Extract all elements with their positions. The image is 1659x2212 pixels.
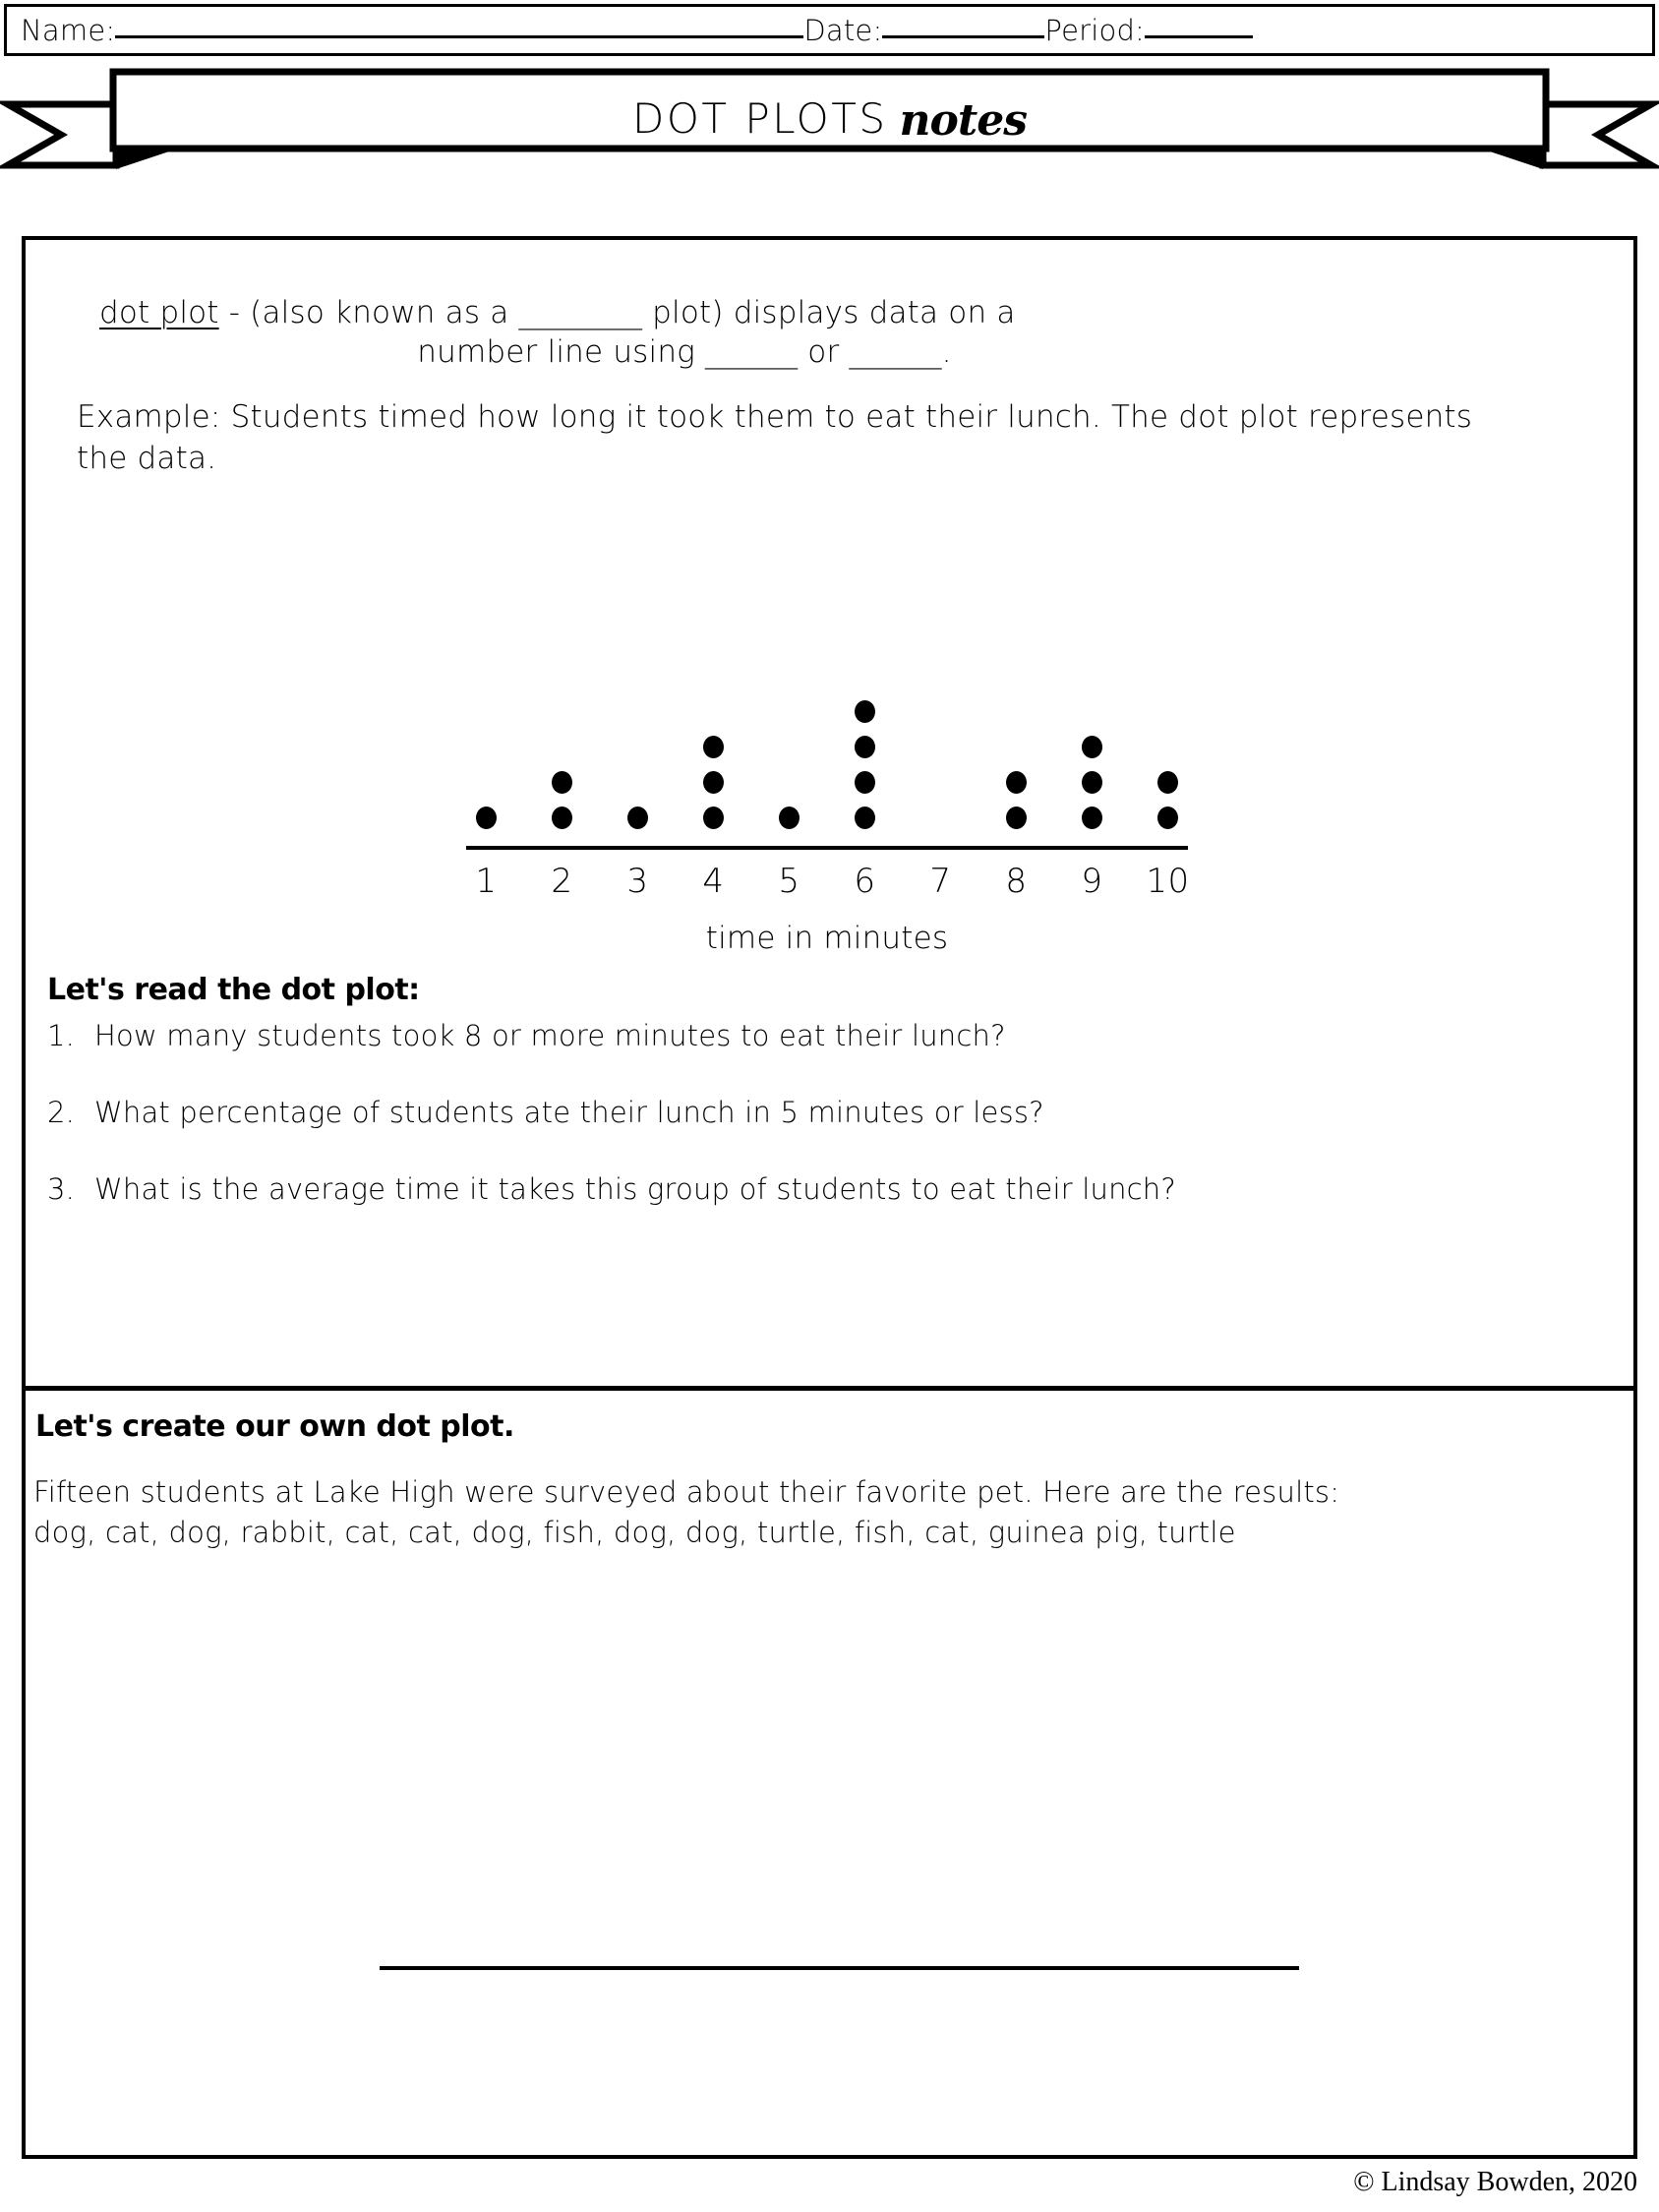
dot-plot-tick-10: 10 (1146, 862, 1190, 901)
dot-plot-column-6 (827, 700, 903, 842)
date-input-rule[interactable] (882, 35, 1044, 38)
dot-plot-dot (855, 700, 875, 723)
dot-plot-column-1 (448, 807, 524, 842)
notes-panel (26, 240, 1633, 1391)
create-section-heading: Let's create our own dot plot. (35, 1409, 514, 1444)
dot-plot-tick-5: 5 (778, 862, 800, 901)
dot-plot-tick-9: 9 (1081, 862, 1103, 901)
dot-plot-dot (1157, 807, 1178, 829)
page-title-main: DOT PLOTS (632, 94, 888, 143)
example-statement: Example: Students timed how long it took them to eat their lunch. The dot plot represents the data. (77, 399, 1473, 476)
dot-plot-dot (1082, 771, 1102, 794)
student-answer-line[interactable] (380, 1966, 1299, 1970)
dot-plot-tick-2: 2 (551, 862, 573, 901)
name-label: Name: (21, 13, 116, 47)
definition-block (75, 294, 1452, 372)
question-list (47, 1019, 1581, 1206)
dot-plot-tick-7: 7 (929, 862, 952, 901)
create-dot-plot-panel (26, 1396, 1633, 2159)
definition-term: dot plot (99, 295, 219, 330)
period-label: Period: (1044, 13, 1146, 47)
question-text: What is the average time it takes this group of students to eat their lunch? (94, 1172, 1176, 1206)
dot-plot-axis-ticks (448, 862, 1206, 901)
dot-plot-column-3 (600, 807, 676, 842)
read-section-heading: Let's read the dot plot: (47, 973, 420, 1007)
dot-plot-columns (448, 660, 1206, 842)
worksheet-content-box (22, 236, 1637, 2159)
question-text: How many students took 8 or more minutes to eat their lunch? (94, 1019, 1006, 1052)
dot-plot-dot (1006, 807, 1027, 829)
definition-line-1-rest: - (also known as a ________ plot) displays data on a (218, 295, 1016, 330)
definition-line-1 (75, 294, 1452, 333)
dot-plot-dot (476, 807, 497, 829)
question-text: What percentage of students ate their lunch in 5 minutes or less? (94, 1096, 1044, 1129)
dot-plot-tick-3: 3 (626, 862, 649, 901)
question-number: 3. (47, 1172, 76, 1206)
dot-plot-dot (1082, 807, 1102, 829)
create-section-prompt (33, 1472, 1587, 1553)
date-label: Date: (803, 13, 883, 47)
dot-plot-column-10 (1130, 771, 1206, 842)
create-prompt-line-2: dog, cat, dog, rabbit, cat, cat, dog, fish, dog, dog, turtle, fish, cat, guinea pig, turtle (33, 1516, 1236, 1550)
dot-plot-dot (703, 736, 724, 758)
dot-plot-tick-4: 4 (702, 862, 725, 901)
page-title-script: notes (899, 95, 1027, 146)
dot-plot-dot (703, 807, 724, 829)
dot-plot-tick-6: 6 (854, 862, 876, 901)
ribbon-shape (0, 67, 1659, 170)
dot-plot-figure (448, 653, 1206, 956)
dot-plot-tick-8: 8 (1005, 862, 1028, 901)
question-number: 2. (47, 1096, 76, 1129)
definition-line-2: number line using ______ or ______. (417, 333, 952, 370)
dot-plot-dot (552, 771, 572, 794)
question-item (47, 1172, 1581, 1206)
dot-plot-column-9 (1054, 736, 1130, 842)
dot-plot-dot (855, 771, 875, 794)
copyright-notice: © Lindsay Bowden, 2020 (1353, 2167, 1637, 2197)
dot-plot-column-4 (676, 736, 751, 842)
question-number: 1. (47, 1019, 76, 1052)
read-dot-plot-section (47, 973, 1581, 1249)
student-info-bar (4, 4, 1655, 56)
dot-plot-column-8 (978, 771, 1054, 842)
dot-plot-dot (855, 807, 875, 829)
dot-plot-dot (855, 736, 875, 758)
question-item (47, 1096, 1581, 1129)
dot-plot-column-2 (524, 771, 600, 842)
dot-plot-dot (703, 771, 724, 794)
dot-plot-dot (1006, 771, 1027, 794)
create-prompt-line-1: Fifteen students at Lake High were surveyed about their favorite pet. Here are the results: (33, 1475, 1340, 1509)
dot-plot-dot (1157, 771, 1178, 794)
dot-plot-dot (552, 807, 572, 829)
dot-plot-tick-1: 1 (475, 862, 498, 901)
question-item (47, 1019, 1581, 1052)
title-ribbon (0, 67, 1659, 170)
dot-plot-axis-line (466, 846, 1188, 850)
student-info-fields (21, 7, 1642, 53)
dot-plot-dot (779, 807, 800, 829)
name-input-rule[interactable] (115, 35, 803, 38)
dot-plot-axis-label: time in minutes (705, 921, 949, 956)
period-input-rule[interactable] (1145, 35, 1253, 38)
dot-plot-dot (1082, 736, 1102, 758)
dot-plot-column-5 (751, 807, 827, 842)
dot-plot-dot (627, 807, 648, 829)
